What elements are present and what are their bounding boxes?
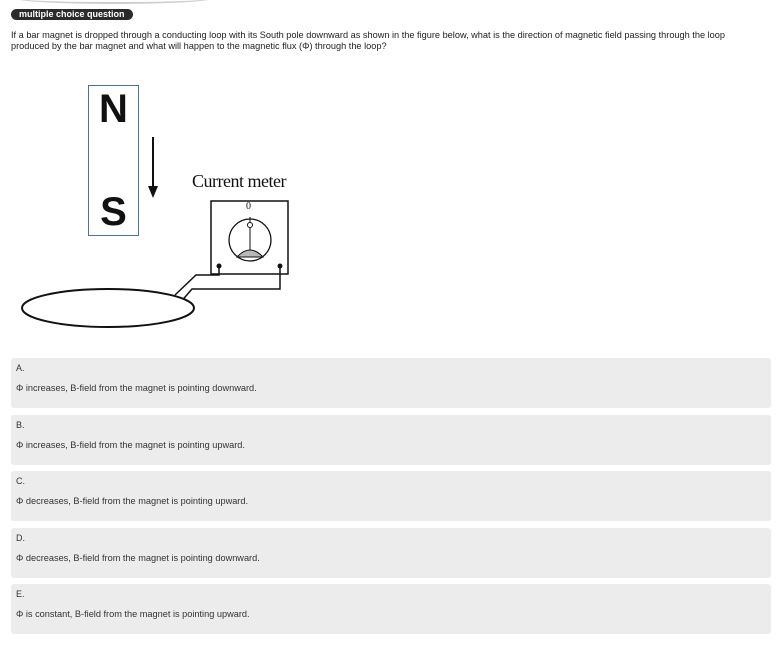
option-b[interactable] — [11, 415, 771, 465]
answer-options — [11, 358, 771, 641]
top-divider-arc — [14, 0, 214, 4]
physics-figure — [20, 85, 310, 335]
meter-label: Current meter — [192, 171, 286, 191]
arrow-head-icon — [148, 186, 158, 198]
question-type-badge: multiple choice question — [11, 9, 133, 20]
option-text: Φ decreases, B-field from the magnet is pointing downward. — [16, 552, 260, 563]
option-c[interactable] — [11, 471, 771, 521]
meter-zero-label: 0 — [246, 201, 251, 212]
option-d[interactable] — [11, 528, 771, 578]
option-a[interactable] — [11, 358, 771, 408]
option-text: Φ is constant, B-field from the magnet is pointing upward. — [16, 609, 250, 619]
option-letter: A. — [16, 363, 25, 373]
option-e[interactable] — [11, 584, 771, 634]
option-letter: B. — [16, 419, 25, 430]
option-text: Φ decreases, B-field from the magnet is pointing upward. — [16, 496, 249, 506]
magnet-north-label: N — [99, 87, 128, 131]
conducting-loop — [22, 289, 194, 327]
question-text: If a bar magnet is dropped through a conducting loop with its South pole downward as shown in the figure below, what is the direction of magnetic field passing through the loop produced by the bar magnet and what will happen to the magnetic flux (Φ) through the loop? — [11, 30, 726, 51]
option-text: Φ increases, B-field from the magnet is pointing upward. — [16, 439, 245, 450]
figure-drawing — [20, 85, 310, 335]
magnet-south-label: S — [100, 190, 127, 234]
needle-pivot — [248, 223, 253, 228]
option-letter: E. — [16, 589, 25, 599]
option-letter: D. — [16, 532, 25, 543]
option-letter: C. — [16, 476, 25, 486]
bar-magnet — [88, 85, 139, 236]
option-text: Φ increases, B-field from the magnet is pointing downward. — [16, 383, 257, 393]
